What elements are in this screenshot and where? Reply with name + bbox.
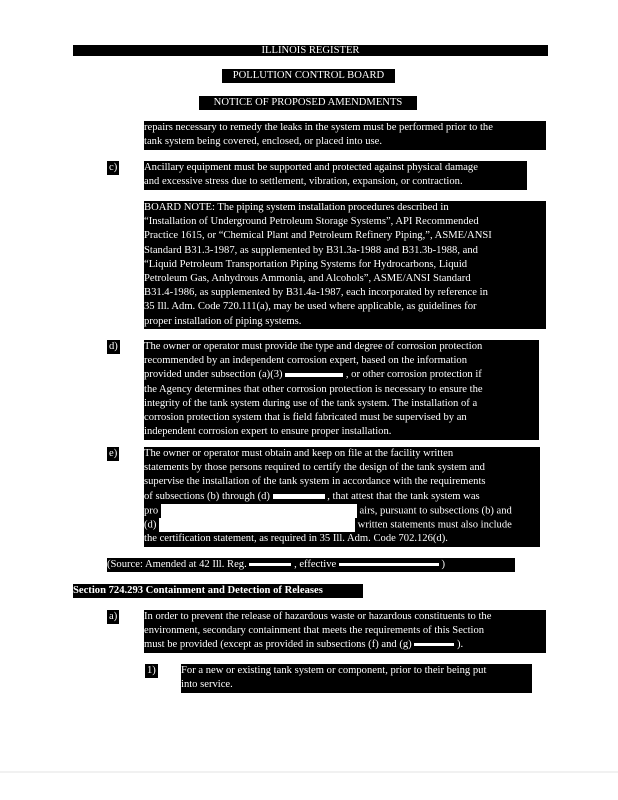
- section-heading: Section 724.293 Containment and Detection of Releases: [73, 584, 363, 598]
- item-1-paragraph: For a new or existing tank system or component, prior to their being put into service.: [181, 664, 532, 693]
- register-title: ILLINOIS REGISTER: [261, 45, 360, 56]
- redaction-mark: [339, 563, 439, 566]
- item-e-paragraph: The owner or operator must obtain and keep on file at the facility written statements by those persons required to certify the design of the tank system and supervise the installation of the tank system in accordance with the requirements of subsections (b) through (d) , that attest that the tank system was pro airs, pursuant to subsections (b) and (d) written statements must also include the certification statement, as required in 35 Ill. Adm. Code 702.126(d).: [144, 447, 540, 547]
- page-bottom-edge: [0, 771, 618, 773]
- item-1-label: 1): [147, 665, 156, 676]
- item-d-label: d): [109, 341, 118, 352]
- intro-paragraph: repairs necessary to remedy the leaks in the system must be performed prior to the tank system being covered, enclosed, or placed into use.: [144, 121, 546, 150]
- item-c-paragraph: Ancillary equipment must be supported and protected against physical damage and excessive stress due to settlement, vibration, expansion, or contraction.: [144, 161, 527, 190]
- redaction-mark: [249, 563, 291, 566]
- notice-title: NOTICE OF PROPOSED AMENDMENTS: [199, 96, 417, 110]
- item-c-label: c): [109, 162, 118, 173]
- redaction-mark: [285, 373, 343, 377]
- board-title: POLLUTION CONTROL BOARD: [222, 69, 395, 83]
- item-e-label: e): [109, 448, 118, 459]
- item-d-paragraph: The owner or operator must provide the type and degree of corrosion protection recommended by an independent corrosion expert, based on the information provided under subsection (a)(3) , or other corrosion protection if the Agency determines that other corrosion protection is necessary to ensure the integrity of the tank system during use of the tank system. The installation of a corrosion protection system that is field fabricated must be supervised by an independent corrosion expert to ensure proper installation.: [144, 340, 539, 440]
- board-note: BOARD NOTE: The piping system installation procedures described in “Installation of Underground Petroleum Storage Systems”, API Recommended Practice 1615, or “Chemical Plant and Petroleum Refinery Piping,”, ASME/ANSI Standard B31.3-1987, as supplemented by B31.3a-1988 and B31.3b-1988, and “Liquid Petroleum Transportation Piping Systems for Hydrocarbons, Liquid Petroleum Gas, Anhydrous Ammonia, and Alcohols”, ASME/ANSI Standard B31.4-1986, as supplemented by B31.4a-1987, each incorporated by reference in 35 Ill. Adm. Code 720.111(a), may be used where applicable, as guidelines for proper installation of piping systems.: [144, 201, 546, 329]
- redaction-block: [161, 504, 357, 518]
- redaction-mark: [414, 643, 454, 646]
- item-a-paragraph: In order to prevent the release of hazardous waste or hazardous constituents to the environment, secondary containment that meets the requirements of this Section must be provided (except as provided in subsections (f) and (g) ).: [144, 610, 546, 653]
- redaction-block: [159, 518, 355, 532]
- redaction-mark: [273, 494, 325, 499]
- item-a-label: a): [109, 611, 118, 622]
- source-note: (Source: Amended at 42 Ill. Reg. , effective ): [107, 558, 515, 572]
